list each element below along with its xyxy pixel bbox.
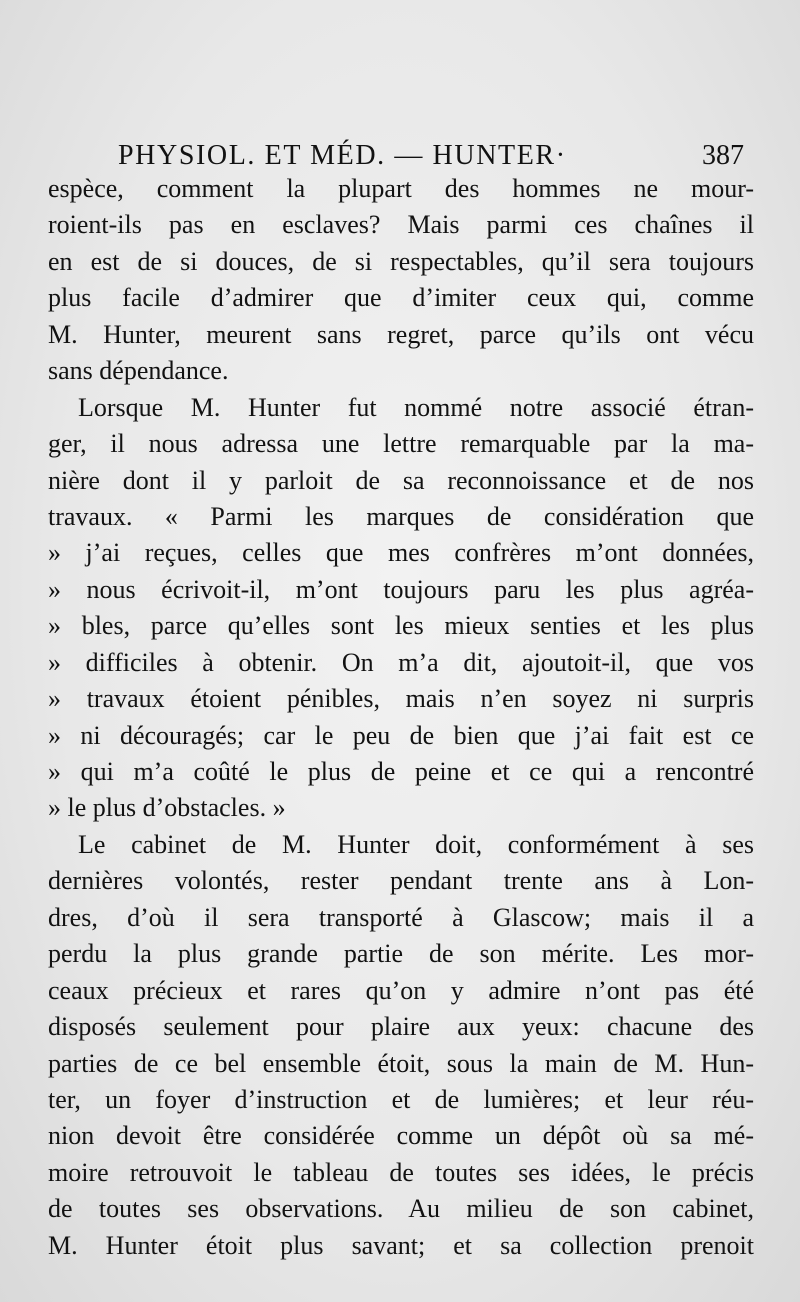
text-line: M. Hunter, meurent sans regret, parce qu’ils ont vécu <box>48 319 754 349</box>
quote-line: » j’ai reçues, celles que mes confrères m’ont données, <box>48 538 754 568</box>
text-line: M. Hunter étoit plus savant; et sa collection prenoit <box>48 1230 754 1260</box>
paragraph-first-line: Le cabinet de M. Hunter doit, conformément à ses <box>78 829 754 859</box>
text-line: parties de ce bel ensemble étoit, sous la main de M. Hun- <box>48 1048 754 1078</box>
quote-line: » ni découragés; car le peu de bien que j’ai fait est ce <box>48 720 754 750</box>
text-line: travaux. « Parmi les marques de considération que <box>48 501 754 531</box>
running-head-title: PHYSIOL. ET MÉD. — HUNTER· <box>118 140 567 171</box>
quote-line: » bles, parce qu’elles sont les mieux senties et les plus <box>48 611 754 641</box>
text-line: dernières volontés, rester pendant trente ans à Lon- <box>48 866 754 896</box>
text-line: en est de si douces, de si respectables, qu’il sera toujours <box>48 246 754 276</box>
text-line: moire retrouvoit le tableau de toutes ses idées, le précis <box>48 1157 754 1187</box>
text-line: ceaux précieux et rares qu’on y admire n’ont pas été <box>48 975 754 1005</box>
text-line: espèce, comment la plupart des hommes ne mour- <box>48 174 754 203</box>
paragraph-first-line: Lorsque M. Hunter fut nommé notre associé étran- <box>78 392 754 422</box>
quote-line: » travaux étoient pénibles, mais n’en soyez ni surpris <box>48 684 754 714</box>
quote-line: » nous écrivoit-il, m’ont toujours paru les plus agréa- <box>48 574 754 604</box>
quote-line: » le plus d’obstacles. » <box>48 793 286 823</box>
quote-line: » qui m’a coûté le plus de peine et ce qui a rencontré <box>48 757 754 786</box>
text-line: plus facile d’admirer que d’imiter ceux qui, comme <box>48 283 754 313</box>
quote-line: » difficiles à obtenir. On m’a dit, ajoutoit-il, que vos <box>48 647 754 677</box>
text-line: roient-ils pas en esclaves? Mais parmi ces chaînes il <box>48 210 754 240</box>
text-line: dres, d’où il sera transporté à Glascow; mais il a <box>48 902 754 932</box>
page-number: 387 <box>702 140 744 171</box>
text-line: ger, il nous adressa une lettre remarquable par la ma- <box>48 429 754 459</box>
body-text <box>48 171 754 1264</box>
text-line: perdu la plus grande partie de son mérite. Les mor- <box>48 939 754 969</box>
text-line: nion devoit être considérée comme un dépôt où sa mé- <box>48 1121 754 1151</box>
text-line: sans dépendance. <box>48 356 229 386</box>
text-line: ter, un foyer d’instruction et de lumières; et leur réu- <box>48 1084 754 1114</box>
text-line: de toutes ses observations. Au milieu de son cabinet, <box>48 1194 754 1224</box>
text-line: nière dont il y parloit de sa reconnoissance et de nos <box>48 465 754 495</box>
text-line: disposés seulement pour plaire aux yeux: chacune des <box>48 1012 754 1042</box>
